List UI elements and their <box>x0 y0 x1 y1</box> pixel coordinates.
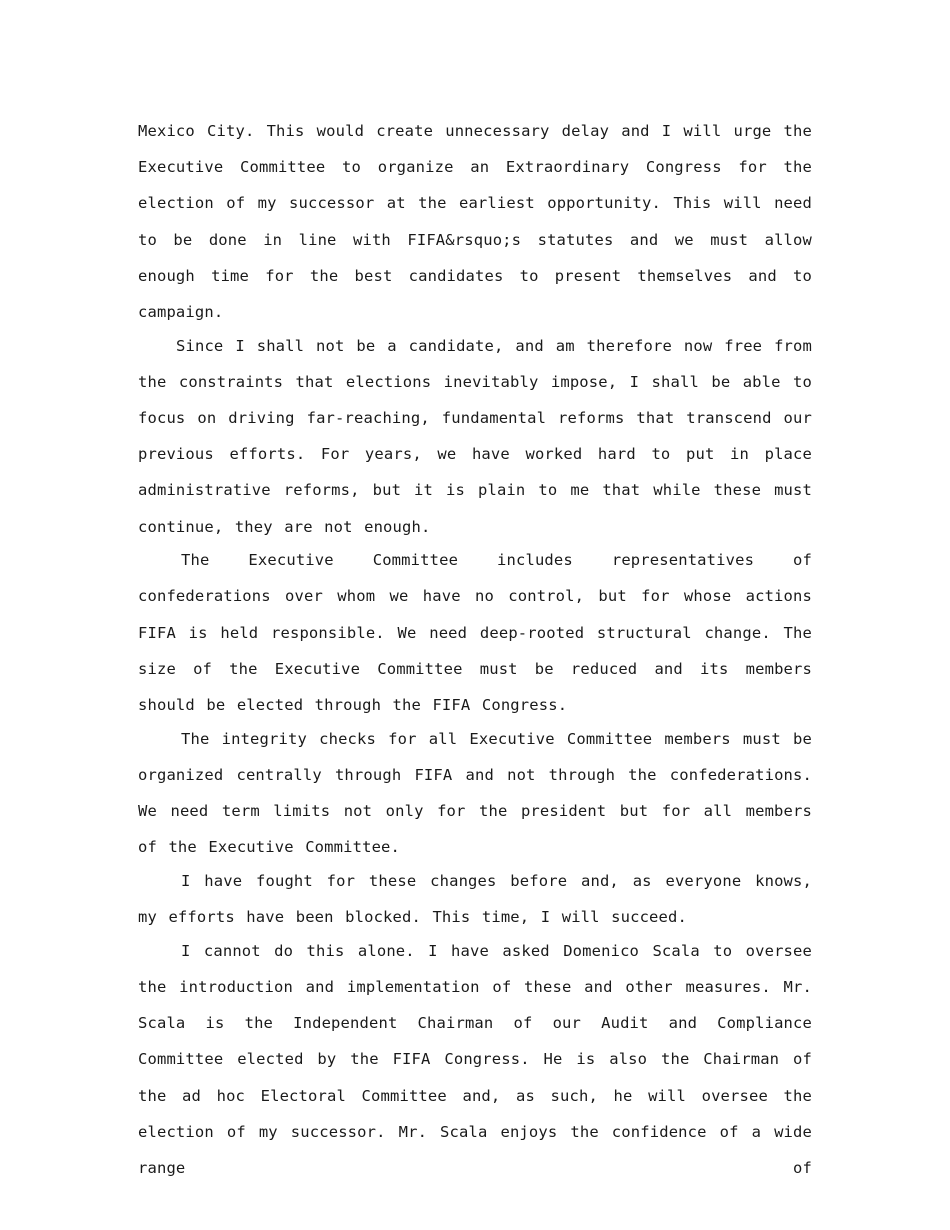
paragraph-1: Mexico City. This would create unnecessary delay and I will urge the Executive Committee to organize an Extraordinary Congress for the election of my successor at the earliest opportunity. This will need to be done in line with FIFA&rsquo;s statutes and we must allow enough time for the best candidates to present themselves and to campaign. <box>138 122 812 322</box>
paragraph-4: The integrity checks for all Executive Committee members must be organized centrally through FIFA and not through the confederations. We need term limits not only for the president but for all members of the Executive Committee. <box>138 729 812 857</box>
paragraph-6: I cannot do this alone. I have asked Domenico Scala to oversee the introduction and implementation of these and other measures. Mr. Scala is the Independent Chairman of our Audit and Compliance Committee elected by the FIFA Congress. He is also the Chairman of the ad hoc Electoral Committee and, as such, he will oversee the election of my successor. Mr. Scala enjoys the confidence of a wide range of <box>138 941 812 1177</box>
document-body <box>138 113 812 1186</box>
paragraph-5: I have fought for these changes before and, as everyone knows, my efforts have been blocked. This time, I will succeed. <box>138 871 812 927</box>
paragraph-2: Since I shall not be a candidate, and am therefore now free from the constraints that elections inevitably impose, I shall be able to focus on driving far-reaching, fundamental reforms that transcend our previous efforts. For years, we have worked hard to put in place administrative reforms, but it is plain to me that while these must continue, they are not enough. <box>138 336 812 536</box>
paragraph-3: The Executive Committee includes representatives of confederations over whom we have no control, but for whose actions FIFA is held responsible. We need deep-rooted structural change. The size of the Executive Committee must be reduced and its members should be elected through the FIFA Congress. <box>138 551 812 715</box>
